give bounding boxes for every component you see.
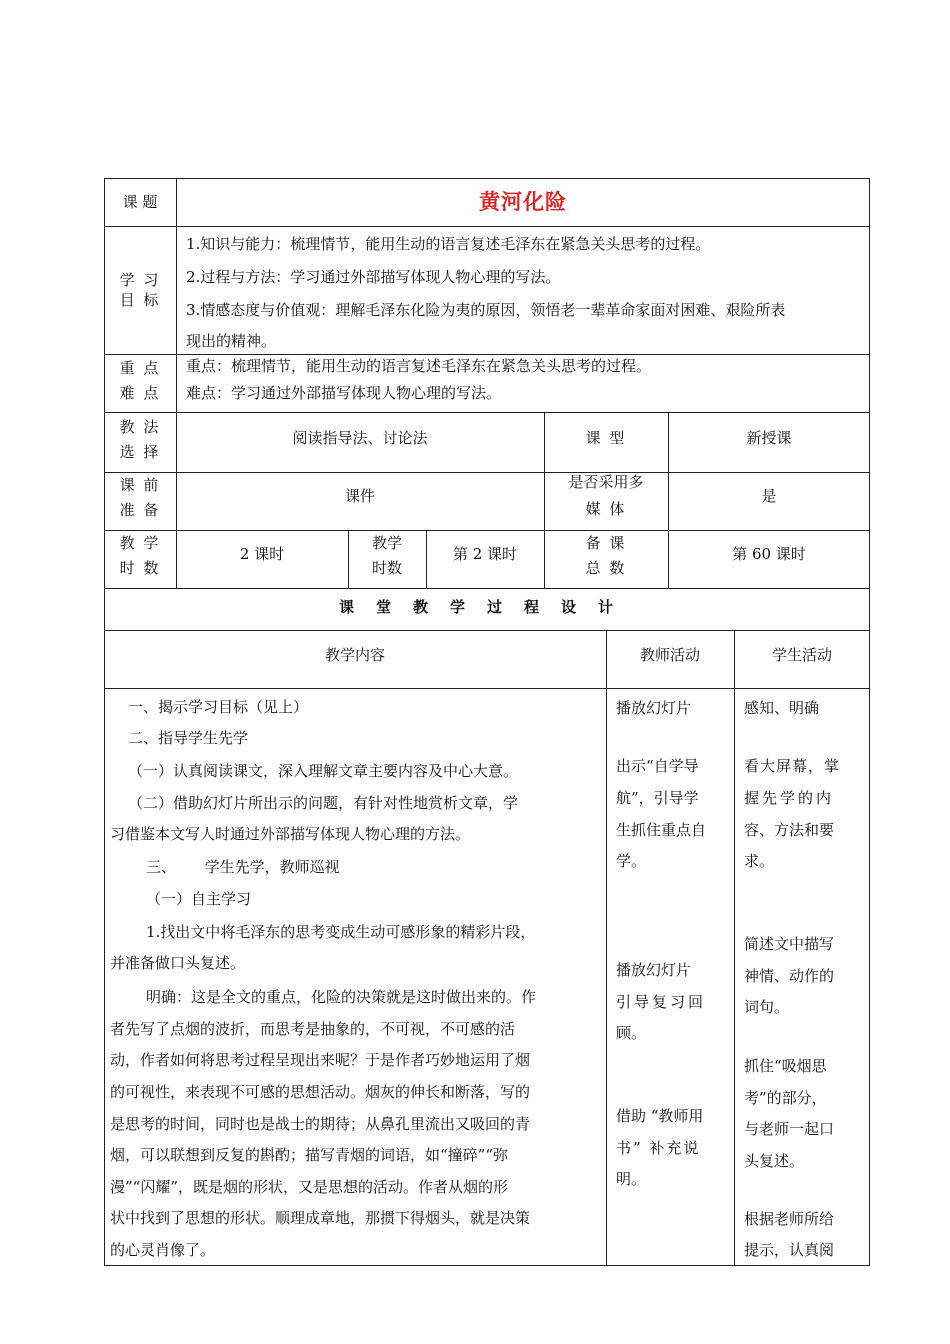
topic-label: 课 题 bbox=[122, 193, 158, 211]
student-activity-line: 词句。 bbox=[744, 998, 790, 1016]
row-divider bbox=[104, 688, 870, 689]
row-divider bbox=[104, 412, 870, 413]
prep-label-2: 准 备 bbox=[119, 501, 161, 519]
content-line: （一）认真阅读课文，深入理解文章主要内容及中心大意。 bbox=[128, 762, 519, 780]
content-line: 明确：这是全文的重点，化险的决策就是这时做出来的。作 bbox=[146, 988, 537, 1006]
total-value: 第 60 课时 bbox=[732, 545, 806, 563]
teacher-activity-line: 生抓住重点自 bbox=[616, 821, 707, 839]
student-activity-line: 简述文中描写 bbox=[744, 935, 835, 953]
row-divider bbox=[104, 226, 870, 227]
current-hours-label-2: 时数 bbox=[371, 559, 402, 577]
teacher-activity-line: 借助 “教师用 bbox=[616, 1107, 704, 1125]
content-line: 者先写了点烟的波折，而思考是抽象的，不可视，不可感的活 bbox=[110, 1020, 516, 1038]
hours-label-2: 时 数 bbox=[119, 559, 161, 577]
content-line: 的可视性，来表现不可感的思想活动。烟灰的伸长和断落，写的 bbox=[110, 1083, 531, 1101]
prep-label-1: 课 前 bbox=[119, 476, 161, 494]
focus-label-2: 难 点 bbox=[119, 384, 161, 402]
row-divider bbox=[104, 354, 870, 355]
student-activity-line: 求。 bbox=[744, 852, 775, 870]
content-line: 二、指导学生先学 bbox=[128, 729, 249, 747]
content-line: 三、 学生先学，教师巡视 bbox=[146, 858, 340, 876]
content-line: 烟，可以联想到反复的斟酌；描写青烟的词语，如“撞碎”“弥 bbox=[110, 1146, 509, 1164]
goal-item: 1.知识与能力：梳理情节，能用生动的语言复述毛泽东在紧急关头思考的过程。 bbox=[186, 235, 711, 253]
teacher-activity-line: 播放幻灯片 bbox=[616, 961, 692, 979]
row-divider bbox=[104, 472, 870, 473]
prep-value: 课件 bbox=[344, 487, 375, 505]
teacher-activity-line: 出示“自学导 bbox=[616, 757, 699, 775]
student-activity-line: 握先学的内 bbox=[744, 789, 835, 807]
column-header-student: 学生活动 bbox=[771, 646, 832, 664]
content-line: （二）借助幻灯片所出示的问题，有针对性地赏析文章，学 bbox=[128, 794, 519, 812]
student-activity-line: 抓住“吸烟思 bbox=[744, 1057, 827, 1075]
col-divider bbox=[734, 630, 735, 1266]
teacher-activity-line: 引导复习回 bbox=[616, 993, 707, 1011]
table-border-right bbox=[869, 178, 870, 1266]
table-border-left bbox=[104, 178, 105, 1266]
content-line: 状中找到了思想的形状。顺理成章地，那掼下得烟头，就是决策 bbox=[110, 1209, 531, 1227]
current-hours-value: 第 2 课时 bbox=[452, 545, 518, 563]
content-line: 习借鉴本文写人时通过外部描写体现人物心理的方法。 bbox=[110, 825, 471, 843]
goal-item: 现出的精神。 bbox=[186, 332, 277, 350]
goal-item: 2.过程与方法：学习通过外部描写体现人物心理的写法。 bbox=[186, 268, 561, 286]
student-activity-line: 提示，认真阅 bbox=[744, 1241, 835, 1259]
content-line: 漫”“闪耀”，既是烟的形状，又是思想的活动。作者从烟的形 bbox=[110, 1178, 509, 1196]
lesson-plan-table bbox=[104, 178, 870, 1266]
method-label-1: 教 法 bbox=[119, 418, 161, 436]
content-line: 1.找出文中将毛泽东的思考变成生动可感形象的精彩片段， bbox=[146, 923, 536, 941]
student-activity-line: 容、方法和要 bbox=[744, 821, 835, 839]
goals-label-2: 目 标 bbox=[119, 291, 161, 309]
content-line: 动，作者如何将思考过程呈现出来呢？于是作者巧妙地运用了烟 bbox=[110, 1051, 531, 1069]
media-label-2: 媒 体 bbox=[585, 500, 627, 518]
content-line: 是思考的时间，同时也是战士的期待；从鼻孔里流出又吸回的青 bbox=[110, 1115, 531, 1133]
section-title: 课堂教学过程设计 bbox=[338, 598, 635, 616]
row-divider bbox=[104, 630, 870, 631]
teacher-activity-line: 书” 补充说 bbox=[616, 1139, 701, 1157]
teacher-activity-line: 顾。 bbox=[616, 1024, 647, 1042]
row-divider bbox=[104, 530, 870, 531]
content-line: 一、揭示学习目标（见上） bbox=[128, 698, 309, 716]
student-activity-line: 与老师一起口 bbox=[744, 1120, 835, 1138]
col-divider bbox=[606, 630, 607, 1266]
focus-label-1: 重 点 bbox=[119, 359, 161, 377]
teacher-activity-line: 明。 bbox=[616, 1170, 647, 1188]
method-label-2: 选 择 bbox=[119, 443, 161, 461]
student-activity-line: 看大屏幕，掌 bbox=[744, 757, 841, 775]
student-activity-line: 考”的部分， bbox=[744, 1089, 827, 1107]
total-label-1: 备 课 bbox=[585, 534, 627, 552]
content-line: 的心灵肖像了。 bbox=[110, 1241, 216, 1259]
total-label-2: 总 数 bbox=[585, 559, 627, 577]
page-title: 黄河化险 bbox=[479, 189, 567, 214]
teacher-activity-line: 学。 bbox=[616, 852, 647, 870]
type-label: 课 型 bbox=[585, 429, 627, 447]
student-activity-line: 根据老师所给 bbox=[744, 1210, 835, 1228]
goal-item: 3.情感态度与价值观：理解毛泽东化险为夷的原因，领悟老一辈革命家面对困难、艰险所表 bbox=[186, 301, 786, 319]
column-header-teacher: 教师活动 bbox=[639, 646, 700, 664]
table-border-top bbox=[104, 178, 870, 179]
media-value: 是 bbox=[761, 487, 777, 505]
hours-label-1: 教 学 bbox=[119, 534, 161, 552]
focus-item: 重点：梳理情节，能用生动的语言复述毛泽东在紧急关头思考的过程。 bbox=[186, 357, 652, 375]
hours-value: 2 课时 bbox=[239, 545, 285, 563]
focus-item: 难点：学习通过外部描写体现人物心理的写法。 bbox=[186, 384, 502, 402]
current-hours-label-1: 教学 bbox=[371, 534, 402, 552]
type-value: 新授课 bbox=[746, 429, 792, 447]
student-activity-line: 感知、明确 bbox=[744, 699, 820, 717]
student-activity-line: 神情、动作的 bbox=[744, 967, 835, 985]
row-divider bbox=[104, 588, 870, 589]
goals-label-1: 学 习 bbox=[119, 271, 161, 289]
student-activity-line: 头复述。 bbox=[744, 1152, 805, 1170]
teacher-activity-line: 播放幻灯片 bbox=[616, 699, 692, 717]
teacher-activity-line: 航”，引导学 bbox=[616, 789, 699, 807]
col-divider bbox=[176, 178, 177, 588]
method-value: 阅读指导法、讨论法 bbox=[292, 429, 428, 447]
media-label-1: 是否采用多 bbox=[568, 473, 644, 491]
content-line: 并准备做口头复述。 bbox=[110, 954, 246, 972]
content-line: （一）自主学习 bbox=[146, 890, 252, 908]
column-header-content: 教学内容 bbox=[324, 646, 385, 664]
